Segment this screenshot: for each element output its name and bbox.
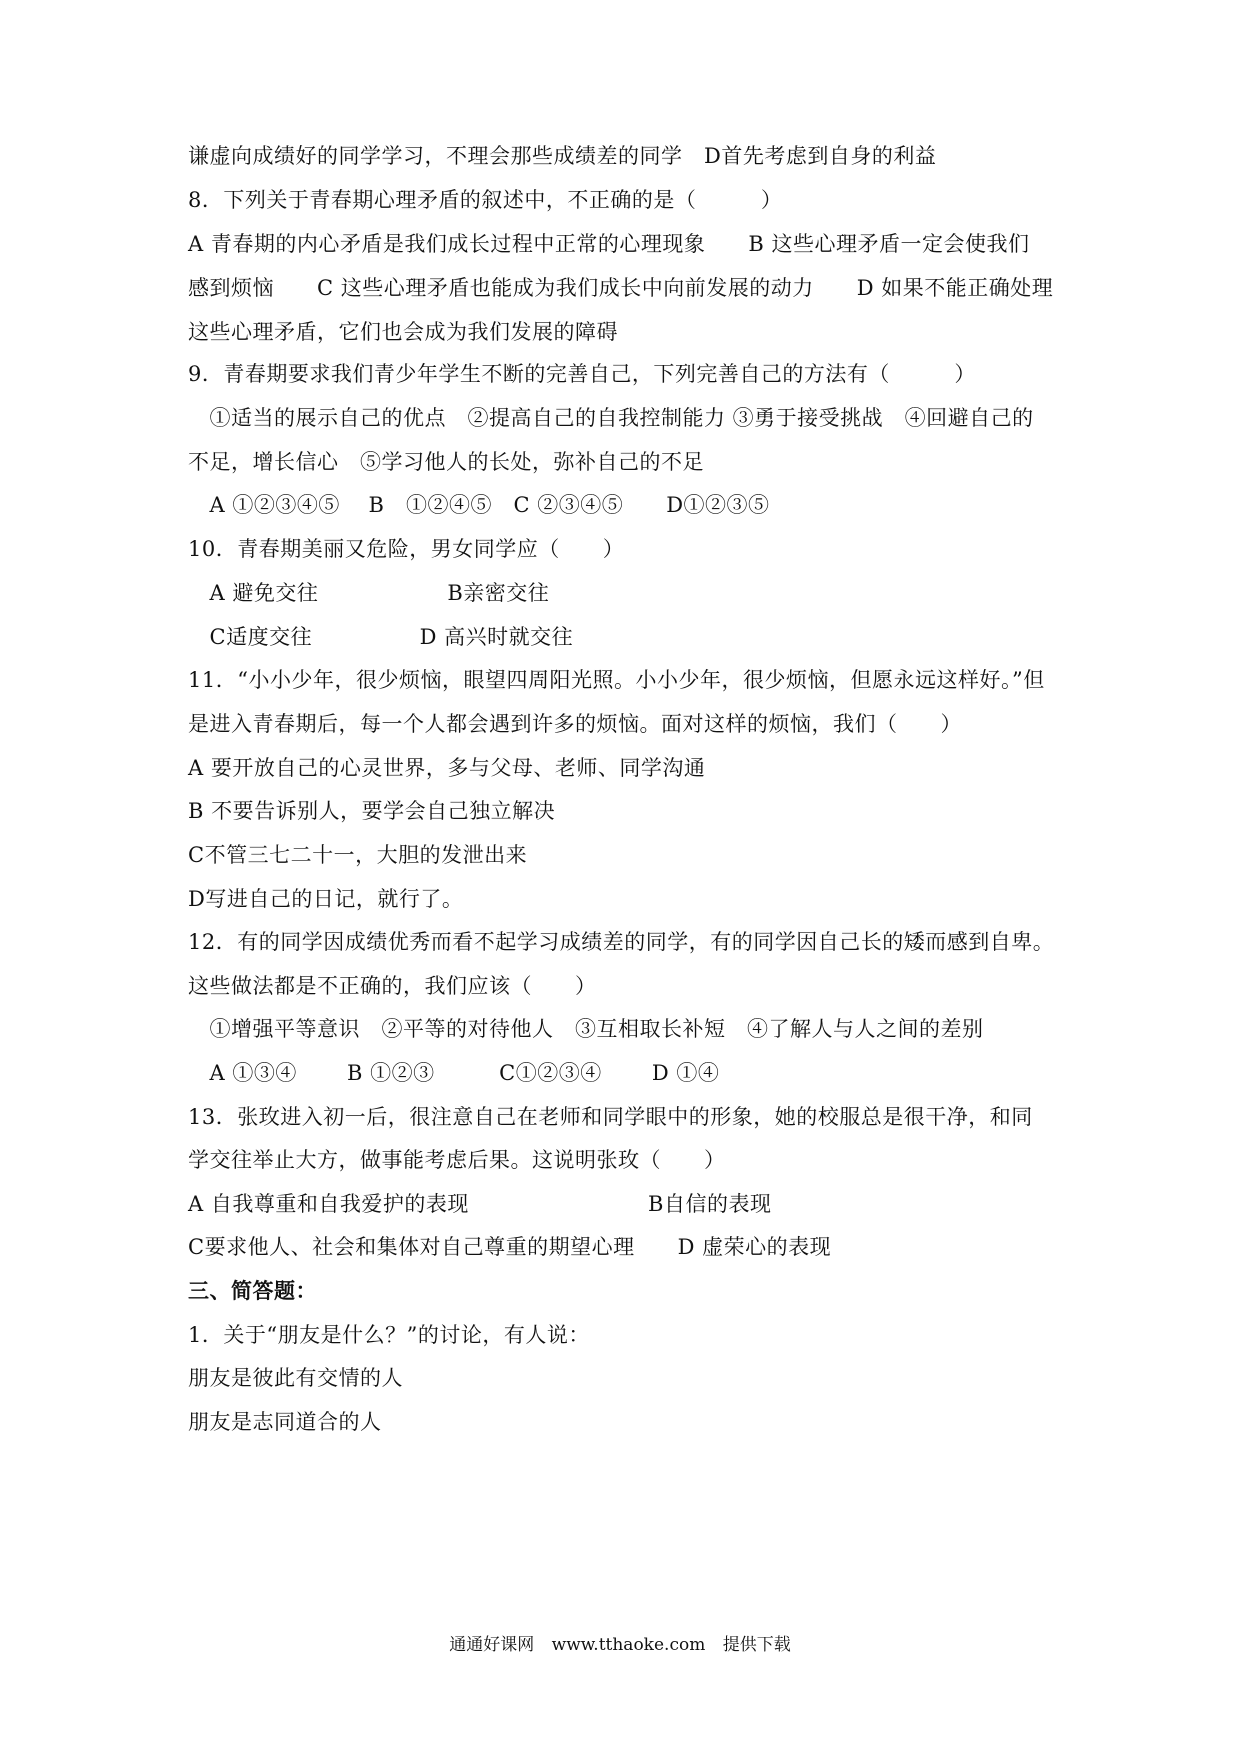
question-10: 10．青春期美丽又危险，男女同学应（ ） <box>188 537 625 561</box>
short-answer-1: 1．关于“朋友是什么？”的讨论，有人说： <box>188 1323 590 1347</box>
question-13-options: C要求他人、社会和集体对自己尊重的期望心理 D 虚荣心的表现 <box>188 1235 832 1259</box>
footer-url: www.tthaoke.com <box>551 1635 706 1655</box>
text-line: 朋友是志同道合的人 <box>188 1410 382 1434</box>
question-11: 11．“小小少年，很少烦恼，眼望四周阳光照。小小少年，很少烦恼，但愿永远这样好。”但 <box>188 668 1045 692</box>
question-11-option-a: A 要开放自己的心灵世界，多与父母、老师、同学沟通 <box>188 756 706 780</box>
page-footer <box>0 1633 1240 1657</box>
question-9-statements: 不足，增长信心 ⑤学习他人的长处，弥补自己的不足 <box>188 450 704 474</box>
question-11-option-b: B 不要告诉别人，要学会自己独立解决 <box>188 799 556 823</box>
question-11: 是进入青春期后，每一个人都会遇到许多的烦恼。面对这样的烦恼，我们（ ） <box>188 712 962 736</box>
question-8-options-line: 这些心理矛盾，它们也会成为我们发展的障碍 <box>188 320 618 344</box>
question-12-statements: ①增强平等意识 ②平等的对待他人 ③互相取长补短 ④了解人与人之间的差别 <box>188 1017 984 1041</box>
section-heading: 三、简答题： <box>188 1278 317 1303</box>
question-13-options: A 自我尊重和自我爱护的表现 B自信的表现 <box>188 1192 772 1216</box>
footer-note: 提供下载 <box>722 1635 791 1655</box>
question-11-option-d: D写进自己的日记，就行了。 <box>188 887 464 911</box>
question-8-options-line: A 青春期的内心矛盾是我们成长过程中正常的心理现象 B 这些心理矛盾一定会使我们 <box>188 232 1030 256</box>
question-10-options: A 避免交往 B亲密交往 <box>188 581 550 605</box>
text-line: 朋友是彼此有交情的人 <box>188 1366 403 1390</box>
question-13: 学交往举止大方，做事能考虑后果。这说明张玫（ ） <box>188 1148 726 1172</box>
question-12: 12．有的同学因成绩优秀而看不起学习成绩差的同学，有的同学因自己长的矮而感到自卑。 <box>188 930 1055 954</box>
question-10-options: C适度交往 D 高兴时就交往 <box>188 625 574 649</box>
question-13: 13．张玫进入初一后，很注意自己在老师和同学眼中的形象，她的校服总是很干净，和同 <box>188 1105 1033 1129</box>
question-8-options-line: 感到烦恼 C 这些心理矛盾也能成为我们成长中向前发展的动力 D 如果不能正确处理 <box>188 276 1054 300</box>
question-12-options: A ①③④ B ①②③ C①②③④ D ①④ <box>188 1061 720 1085</box>
question-11-option-c: C不管三七二十一，大胆的发泄出来 <box>188 843 528 867</box>
text-line: 谦虚向成绩好的同学学习，不理会那些成绩差的同学 D首先考虑到自身的利益 <box>188 144 937 168</box>
question-8: 8．下列关于青春期心理矛盾的叙述中，不正确的是（ ） <box>188 188 783 212</box>
footer-site-name: 通通好课网 <box>449 1635 535 1655</box>
question-12: 这些做法都是不正确的，我们应该（ ） <box>188 974 597 998</box>
question-9: 9．青春期要求我们青少年学生不断的完善自己，下列完善自己的方法有（ ） <box>188 362 976 386</box>
question-9-statements: ①适当的展示自己的优点 ②提高自己的自我控制能力 ③勇于接受挑战 ④回避自己的 <box>188 406 1034 430</box>
question-9-options: A ①②③④⑤ B ①②④⑤ C ②③④⑤ D①②③⑤ <box>188 493 770 517</box>
